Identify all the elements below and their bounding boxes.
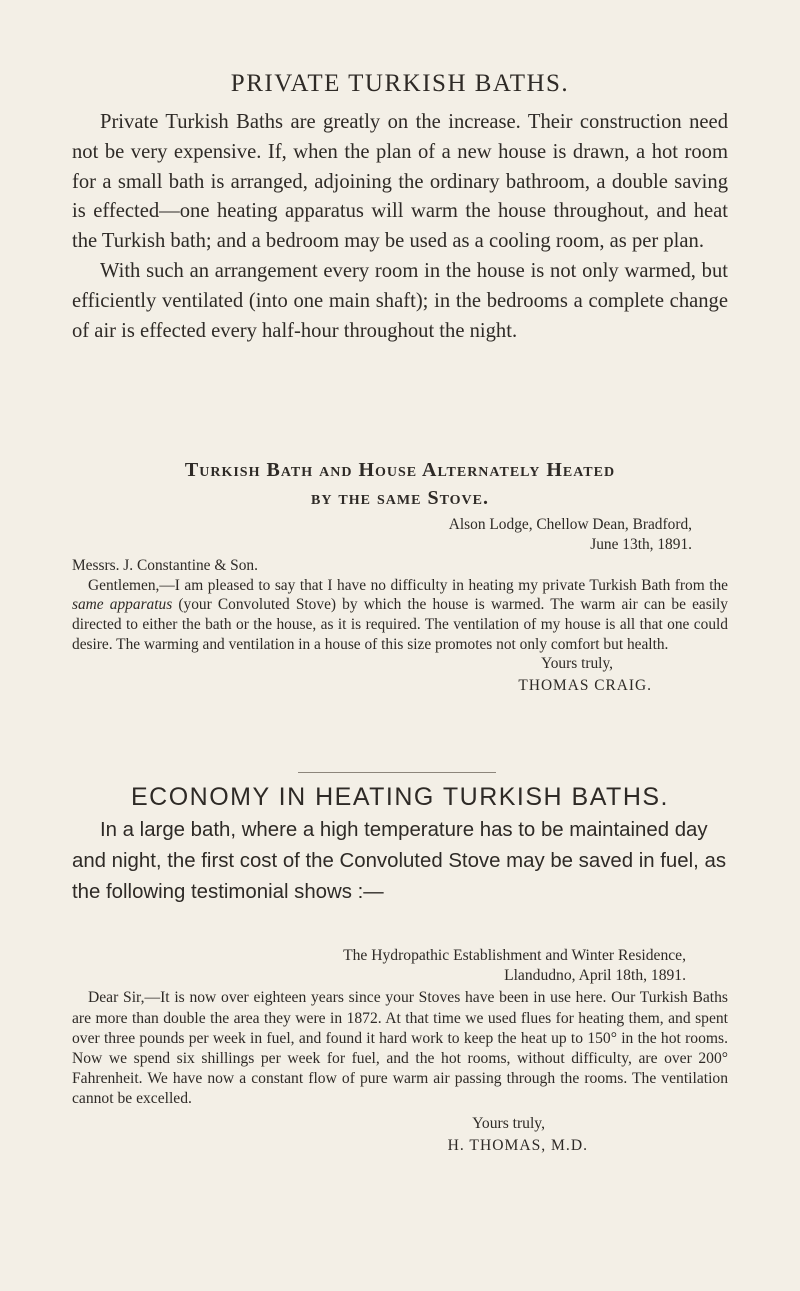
economy-paragraph: In a large bath, where a high temperature has to be maintained day and night, the first cost of the Convoluted Stove may be saved in fuel, as the following testimonial shows :— (72, 819, 727, 903)
letter-address-line-1: Alson Lodge, Chellow Dean, Bradford, (448, 516, 692, 533)
intro-paragraph-2: With such an arrangement every room in the house is not only warmed, but efficiently ventilated (into one main shaft); in the bedrooms a complete change of air is effected every half-hour throughout the night. (72, 259, 728, 342)
testimonial-heading-line-2: by the same Stove. (310, 487, 489, 509)
testimonial-letter-craig (72, 515, 728, 695)
letter2-date: Llandudno, April 18th, 1891. (504, 967, 686, 985)
letter2-address-line-1: The Hydropathic Establishment and Winter Residence, (343, 947, 686, 964)
testimonial-heading-line-1: Turkish Bath and House Alternately Heated (184, 459, 616, 481)
intro-text (72, 108, 728, 346)
letter-closing: Yours truly, (541, 655, 613, 673)
letter-body (72, 576, 728, 654)
letter-body-part-1: Gentlemen,—I am pleased to say that I have no difficulty in heating my private Turkish Bath from the (88, 576, 728, 594)
letter2-address (72, 946, 728, 986)
letter2-signature: H. THOMAS, M.D. (447, 1136, 588, 1154)
testimonial-heading (72, 456, 728, 512)
letter2-closing: Yours truly, (472, 1114, 545, 1132)
letter-date: June 13th, 1891. (590, 535, 692, 553)
letter-address (72, 515, 728, 554)
letter-body-part-2: (your Convoluted Stove) by which the house is warmed. The warm air can be easily directed to either the bath or the house, as it is required. The ventilation of my house is all that one could desire. The warming and ventilation in a house of this size promotes not only comfort but health. (72, 596, 729, 653)
testimonial-letter-thomas (72, 946, 728, 1156)
intro-paragraph-1: Private Turkish Baths are greatly on the increase. Their construction need not be very expensive. If, when the plan of a new house is drawn, a hot room for a small bath is arranged, adjoining the ordinary bathroom, a double saving is effected—one heating apparatus will warm the house throughout, and heat the Turkish bath; and a bedroom may be used as a cooling room, as per plan. (72, 111, 728, 253)
letter-salutation: Messrs. J. Constantine & Son. (72, 557, 258, 575)
letter-signature: THOMAS CRAIG. (518, 676, 652, 694)
section-title-economy: ECONOMY IN HEATING TURKISH BATHS. (131, 783, 669, 811)
section-divider (298, 772, 496, 773)
letter-body-italic: same apparatus (72, 596, 173, 614)
section-title-private-turkish-baths: PRIVATE TURKISH BATHS. (230, 70, 570, 97)
letter2-body: Dear Sir,—It is now over eighteen years since your Stoves have been in use here. Our Turkish Baths are more than double the area they were in 1872. At that time we used flues for heating them, and spent over three pounds per week in fuel, and found it hard work to keep the heat up to 150° in the hot rooms. Now we spend six shillings per week for fuel, and the hot rooms, without difficulty, are over 200° Fahrenheit. We have now a constant flow of pure warm air passing through the rooms. The ventilation cannot be excelled. (72, 989, 728, 1108)
